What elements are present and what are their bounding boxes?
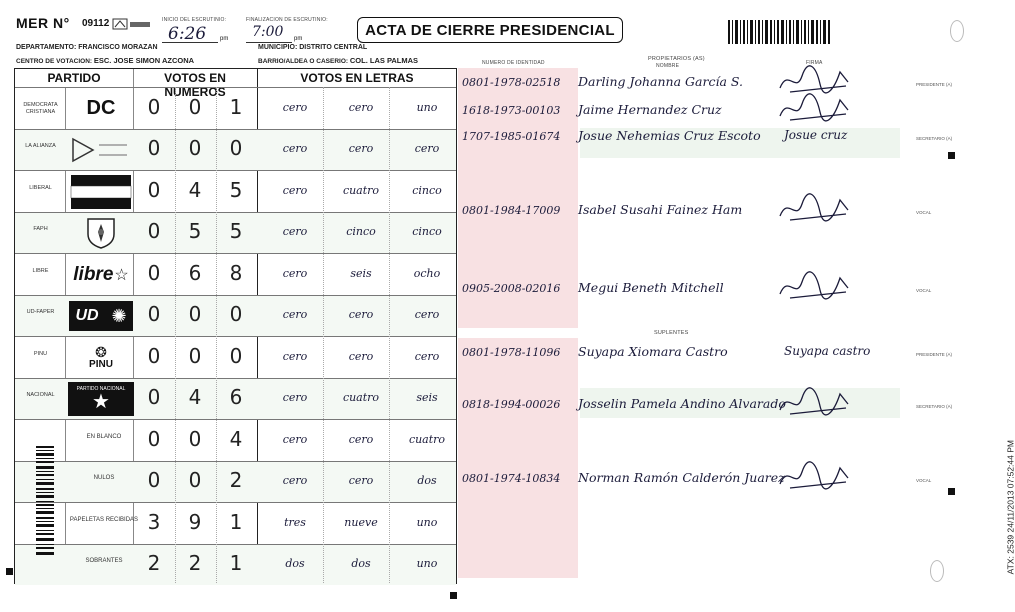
vote-digit: 1: [229, 509, 243, 534]
vote-word: cero: [348, 142, 374, 156]
firma-header: FIRMA: [806, 60, 823, 66]
vote-word: cinco: [346, 225, 376, 239]
nombre-header: NOMBRE: [656, 63, 680, 69]
member-role: VOCAL: [916, 288, 932, 293]
row-label: LA ALIANZA: [25, 143, 56, 150]
tse-logo-icon: [112, 16, 152, 32]
registration-mark: [948, 152, 955, 159]
vote-word: dos: [417, 474, 437, 488]
vote-digit: 5: [188, 219, 202, 244]
vote-word: cinco: [412, 183, 442, 197]
member-name: Josselin Pamela Andino Alvarado: [578, 396, 786, 411]
punch-hole-icon: [950, 20, 964, 42]
vote-digit: 9: [188, 509, 202, 534]
inicio-line: [162, 42, 218, 43]
vote-digit: 0: [147, 136, 161, 161]
vote-word: cero: [282, 391, 308, 405]
vote-word: cero: [282, 142, 308, 156]
votes-table: [14, 68, 457, 584]
registration-mark: [6, 568, 13, 575]
member-id: 1618-1973-00103: [462, 104, 561, 117]
municipio-value: DISTRITO CENTRAL: [299, 44, 368, 51]
registration-mark: [948, 488, 955, 495]
member-role: SECRETARIO (A): [916, 136, 953, 141]
barrio-label: BARRIO/ALDEA O CASERIO: COL. LAS PALMAS: [258, 56, 419, 65]
vote-digit: 0: [229, 343, 243, 368]
party-logo: [65, 216, 137, 252]
vote-word: cero: [348, 349, 374, 363]
vote-digit: 1: [229, 551, 243, 576]
member-name: Suyapa Xiomara Castro: [578, 344, 728, 359]
vote-word: cero: [282, 308, 308, 322]
vote-digit: 0: [229, 136, 243, 161]
signature-scribble-icon: [776, 92, 856, 126]
vote-word: cero: [282, 183, 308, 197]
party-logo: [65, 257, 137, 293]
signature-scribble-icon: [776, 192, 856, 226]
vote-word: cero: [414, 142, 440, 156]
vote-word: cero: [282, 474, 308, 488]
vote-digit: 0: [188, 468, 202, 493]
member-id: 0801-1978-11096: [462, 346, 561, 359]
votos-letras-header: VOTOS EN LETRAS: [300, 71, 414, 85]
vote-digit: 0: [147, 177, 161, 202]
vote-digit: 2: [229, 468, 243, 493]
party-logo: [65, 91, 137, 127]
vote-digit: 6: [188, 260, 202, 285]
id-band: [458, 338, 578, 578]
mer-label: MER N°: [16, 15, 70, 31]
party-logo: [65, 174, 137, 210]
vote-digit: 0: [229, 302, 243, 327]
vote-word: cero: [282, 432, 308, 446]
vote-word: cero: [282, 266, 308, 280]
vote-digit: 4: [229, 426, 243, 451]
member-id: 0801-1984-17009: [462, 204, 561, 217]
row-label: PAPELETAS RECIBIDAS: [69, 516, 139, 523]
vote-word: tres: [284, 515, 306, 529]
finalizacion-period: pm: [294, 36, 303, 42]
vote-word: cero: [348, 432, 374, 446]
barcode-icon: [728, 20, 830, 50]
vote-digit: 6: [229, 385, 243, 410]
vote-word: cuatro: [408, 432, 446, 446]
vote-word: cero: [282, 225, 308, 239]
finalizacion-label: FINALIZACION DE ESCRUTINIO:: [246, 17, 328, 23]
member-signature-text: Josue cruz: [784, 128, 848, 142]
member-role: PRESIDENTE (A): [916, 82, 953, 87]
row-label: LIBRE: [32, 267, 49, 274]
side-barcode-icon: [36, 446, 54, 556]
vote-word: nueve: [344, 515, 378, 529]
vote-digit: 0: [147, 426, 161, 451]
member-signature-text: Suyapa castro: [784, 344, 871, 358]
member-id: 0818-1994-00026: [462, 398, 561, 411]
pinu-logo: ❂ PINU: [89, 344, 113, 371]
vote-word: uno: [416, 557, 438, 571]
member-id: 1707-1985-01674: [462, 130, 561, 143]
row-label: DEMOCRATA CRISTIANA: [23, 101, 58, 115]
finalizacion-line: [246, 42, 292, 43]
row-label: LIBERAL: [29, 184, 52, 191]
member-role: PRESIDENTE (A): [916, 352, 953, 357]
municipio-label: MUNICIPIO: DISTRITO CENTRAL: [258, 44, 368, 51]
party-logo: [65, 340, 137, 376]
vote-digit: 5: [229, 177, 243, 202]
row-label: NULOS: [93, 475, 115, 482]
vote-digit: 1: [229, 94, 243, 119]
vote-digit: 2: [188, 551, 202, 576]
vote-word: cero: [282, 349, 308, 363]
vote-word: cero: [414, 349, 440, 363]
vote-word: seis: [416, 391, 438, 405]
row-label: SOBRANTES: [85, 558, 123, 565]
barrio-value: COL. LAS PALMAS: [349, 56, 419, 65]
vote-digit: 4: [188, 385, 202, 410]
member-role: VOCAL: [916, 478, 932, 483]
member-name: Jaime Hernandez Cruz: [578, 102, 722, 117]
member-name: Megui Beneth Mitchell: [578, 280, 724, 295]
partido-header: PARTIDO: [47, 71, 101, 85]
vote-word: cero: [348, 308, 374, 322]
vote-word: cinco: [412, 225, 442, 239]
vote-word: cero: [414, 308, 440, 322]
divider: [323, 87, 324, 583]
vote-digit: 0: [147, 302, 161, 327]
vote-digit: 8: [229, 260, 243, 285]
star-icon: ☆: [114, 266, 129, 284]
vote-digit: 2: [147, 551, 161, 576]
alianza-logo-icon: [71, 135, 131, 165]
member-id: 0801-1978-02518: [462, 76, 561, 89]
member-name: Norman Ramón Calderón Juarez: [578, 470, 785, 485]
divider: [216, 87, 217, 583]
faph-shield-icon: [84, 216, 118, 250]
finalizacion-time: 7:00: [252, 24, 284, 40]
vote-digit: 4: [188, 177, 202, 202]
vote-word: cero: [282, 100, 308, 114]
mer-number: 09112: [82, 18, 110, 29]
pinu-emblem-icon: ❂: [95, 344, 107, 361]
member-name: Darling Johanna García S.: [578, 74, 743, 89]
party-logo-text: libre: [73, 263, 114, 285]
member-name: Isabel Susahi Fainez Ham: [578, 202, 743, 217]
registration-mark: [450, 592, 457, 599]
divider: [175, 87, 176, 583]
divider: [389, 87, 390, 583]
vote-digit: 5: [229, 219, 243, 244]
centro-label: CENTRO DE VOTACION: ESC. JOSE SIMON AZCONA: [16, 56, 195, 65]
punch-hole-icon: [930, 560, 944, 582]
departamento-label: DEPARTAMENTO: FRANCISCO MORAZAN: [16, 44, 158, 51]
vote-word: dos: [351, 557, 371, 571]
vote-word: seis: [350, 266, 372, 280]
inicio-label: INICIO DEL ESCRUTINIO:: [162, 17, 227, 23]
vote-word: cuatro: [342, 183, 380, 197]
signature-scribble-icon: [776, 386, 856, 420]
member-role: SECRETARIO (A): [916, 404, 953, 409]
votos-numeros-header: VOTOS EN NUMEROS: [164, 71, 226, 99]
party-logo-text: DC: [86, 97, 116, 120]
vote-digit: 0: [188, 136, 202, 161]
vote-digit: 0: [188, 426, 202, 451]
member-id: 0801-1974-10834: [462, 472, 561, 485]
signature-scribble-icon: [776, 270, 856, 304]
member-name: Josue Nehemias Cruz Escoto: [578, 128, 761, 143]
vote-digit: 0: [188, 343, 202, 368]
party-logo: [65, 133, 137, 169]
liberal-flag-icon: [71, 175, 131, 209]
row-label: UD-FAPER: [26, 309, 55, 316]
vote-digit: 0: [147, 385, 161, 410]
row-label: FAPH: [33, 226, 48, 233]
vote-digit: 0: [188, 302, 202, 327]
vote-word: cuatro: [342, 391, 380, 405]
row-label: PINU: [33, 350, 48, 357]
vote-digit: 0: [147, 260, 161, 285]
nacional-logo: PARTIDO NACIONAL ★: [68, 382, 134, 416]
identidad-header: NUMERO DE IDENTIDAD: [482, 60, 545, 66]
vote-digit: 3: [147, 509, 161, 534]
scan-timestamp: ATX: 2539 24/11/2013 07:52:44 PM: [1005, 440, 1015, 575]
vote-word: uno: [416, 100, 438, 114]
signature-scribble-icon: [776, 460, 856, 494]
suplentes-header: SUPLENTES: [654, 330, 689, 336]
member-role: VOCAL: [916, 210, 932, 215]
inicio-period: pm: [220, 36, 229, 42]
star-icon: ★: [92, 391, 110, 414]
vote-digit: 0: [188, 94, 202, 119]
centro-value: ESC. JOSE SIMON AZCONA: [93, 56, 195, 65]
vote-digit: 0: [147, 468, 161, 493]
row-label: EN BLANCO: [86, 433, 122, 440]
sun-icon: ✺: [111, 305, 127, 326]
vote-digit: 0: [147, 219, 161, 244]
row-label: NACIONAL: [26, 392, 55, 399]
party-logo: [65, 382, 137, 418]
party-logo: [65, 299, 137, 335]
vote-word: cero: [348, 100, 374, 114]
ud-logo: UD ✺: [69, 301, 133, 331]
vote-word: uno: [416, 515, 438, 529]
propietarios-header: PROPIETARIOS (AS): [648, 56, 705, 62]
inicio-time: 6:26: [168, 24, 207, 44]
vote-digit: 0: [147, 94, 161, 119]
departamento-value: FRANCISCO MORAZAN: [78, 44, 158, 51]
vote-word: ocho: [413, 266, 441, 280]
member-id: 0905-2008-02016: [462, 282, 561, 295]
members-section: [458, 68, 953, 584]
document-title: ACTA DE CIERRE PRESIDENCIAL: [357, 17, 623, 43]
vote-word: cero: [348, 474, 374, 488]
vote-digit: 0: [147, 343, 161, 368]
vote-word: dos: [285, 557, 305, 571]
